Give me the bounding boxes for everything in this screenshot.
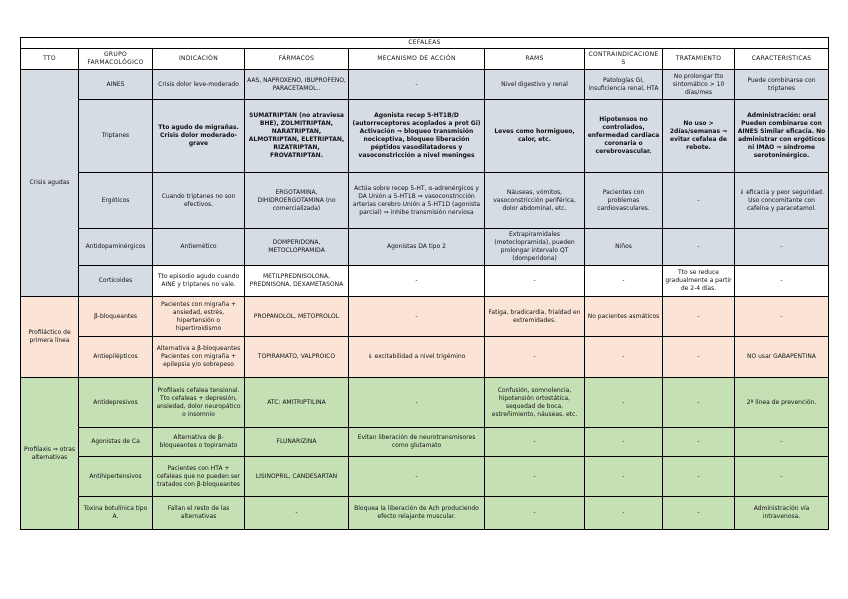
cell-indicacion: Pacientes con HTA + cefaleas que no pueden ser tratados con β-bloqueantes bbox=[153, 457, 245, 497]
cell-rams: - bbox=[485, 337, 585, 378]
cell-indicacion: Profilaxis cefalea tensional. Tto cefaleas + depresión, ansiedad, dolor neuropático o insomnio bbox=[153, 378, 245, 428]
cell-caracteristicas: - bbox=[735, 229, 829, 266]
header-mecanismo: MECANISMO DE ACCIÓN bbox=[349, 49, 485, 70]
cell-indicacion: Cuando triptanes no son efectivos. bbox=[153, 173, 245, 229]
cell-mecanismo: - bbox=[349, 70, 485, 100]
cell-grupo: AINES bbox=[79, 70, 153, 100]
table-row bbox=[21, 173, 829, 229]
cell-caracteristicas: - bbox=[735, 428, 829, 457]
cell-farmacos: ATC: AMITRIPTILINA bbox=[245, 378, 349, 428]
table-row bbox=[21, 297, 829, 337]
cell-indicacion: Alternativa de β-bloqueantes o topiramato bbox=[153, 428, 245, 457]
cell-indicacion: Fallan el resto de las alternativas bbox=[153, 497, 245, 530]
section-label-crisis: Crisis agudas bbox=[21, 70, 79, 297]
cell-contra: - bbox=[585, 457, 663, 497]
cell-caracteristicas: 2ª línea de prevención. bbox=[735, 378, 829, 428]
table-row bbox=[21, 266, 829, 297]
table-row bbox=[21, 229, 829, 266]
cell-tratamiento: - bbox=[663, 337, 735, 378]
cell-tratamiento: - bbox=[663, 297, 735, 337]
cell-farmacos: - bbox=[245, 497, 349, 530]
cell-contra: - bbox=[585, 428, 663, 457]
cell-indicacion: Alternativa a β-bloqueantes Pacientes con migraña + epilepsia y/o sobrepeso bbox=[153, 337, 245, 378]
cell-indicacion: Crisis dolor leve-moderado bbox=[153, 70, 245, 100]
cell-farmacos: SUMATRIPTAN (no atraviesa BHE), ZOLMITRIPTAN, NARATRIPTAN, ALMOTRIPTAN, ELETRIPTAN, RIZATRIPTAN, FROVATRIPTAN. bbox=[245, 100, 349, 173]
cell-mecanismo: Agonistas DA tipo 2 bbox=[349, 229, 485, 266]
cell-grupo: β-bloqueantes bbox=[79, 297, 153, 337]
header-tratamiento: TRATAMIENTO bbox=[663, 49, 735, 70]
cell-mecanismo: Evitan liberación de neurotransmisores como glutamato bbox=[349, 428, 485, 457]
cell-farmacos: PROPANOLOL, METOPROLOL bbox=[245, 297, 349, 337]
cell-caracteristicas: - bbox=[735, 457, 829, 497]
cell-contra: - bbox=[585, 337, 663, 378]
cell-contra: Hipotensos no controlados, enfermedad cardiaca coronaria o cerebrovascular. bbox=[585, 100, 663, 173]
cell-farmacos: FLUNARIZINA bbox=[245, 428, 349, 457]
cell-tratamiento: No prolongar tto sintomático > 10 días/mes bbox=[663, 70, 735, 100]
cell-rams: - bbox=[485, 428, 585, 457]
cell-mecanismo: ⇓ excitabilidad a nivel trigémino bbox=[349, 337, 485, 378]
cell-caracteristicas: Puede combinarse con triptanes bbox=[735, 70, 829, 100]
cell-farmacos: TOPIRAMATO, VALPROICO bbox=[245, 337, 349, 378]
cell-grupo: Toxina botulínica tipo A. bbox=[79, 497, 153, 530]
cell-grupo: Agonistas de Ca bbox=[79, 428, 153, 457]
cell-farmacos: ERGOTAMINA, DIHIDROERGOTAMINA (no comercializada) bbox=[245, 173, 349, 229]
cell-indicacion: Antiemético bbox=[153, 229, 245, 266]
cell-tratamiento: - bbox=[663, 497, 735, 530]
table-title: CEFALEAS bbox=[21, 38, 829, 49]
cell-grupo: Ergóticos bbox=[79, 173, 153, 229]
table-row bbox=[21, 100, 829, 173]
header-farmacos: FÁRMACOS bbox=[245, 49, 349, 70]
cell-mecanismo: Agonista recep 5-HT1B/D (autorreceptores acoplados a prot Gi) Activación ⇒ bloqueo transmisión nociceptiva, bloqueo liberación péptidos vasodilatadores y vasoconstricción a nivel meninges bbox=[349, 100, 485, 173]
table-row bbox=[21, 70, 829, 100]
table-row bbox=[21, 497, 829, 530]
cell-rams: - bbox=[485, 497, 585, 530]
cell-tratamiento: - bbox=[663, 457, 735, 497]
cefaleas-table bbox=[20, 37, 829, 530]
cell-mecanismo: - bbox=[349, 297, 485, 337]
cell-mecanismo: Actúa sobre recep 5-HT, α-adrenérgicos y DA Unión a 5-HT1B ⇒ vasoconstricción arterias cerebro Unión a 5-HT1D (agonista parcial) ⇒ inhibe transmisión nerviosa bbox=[349, 173, 485, 229]
header-contraindicaciones: CONTRAINDICACIONES bbox=[585, 49, 663, 70]
cell-farmacos: METILPREDNISOLONA, PREDNISONA, DEXAMETASONA bbox=[245, 266, 349, 297]
cell-contra: Patologías GI, insuficiencia renal, HTA bbox=[585, 70, 663, 100]
section-label-otras: Profilaxis ⇒ otras alternativas bbox=[21, 378, 79, 530]
cell-rams: Nivel digestivo y renal bbox=[485, 70, 585, 100]
header-caracteristicas: CARACTERISTICAS bbox=[735, 49, 829, 70]
header-rams: RAMS bbox=[485, 49, 585, 70]
table-row bbox=[21, 337, 829, 378]
cell-tratamiento: - bbox=[663, 428, 735, 457]
cell-farmacos: LISINOPRIL, CANDESARTAN bbox=[245, 457, 349, 497]
cell-caracteristicas: - bbox=[735, 297, 829, 337]
cell-grupo: Antiepilépticos bbox=[79, 337, 153, 378]
cell-tratamiento: - bbox=[663, 173, 735, 229]
cell-contra: - bbox=[585, 266, 663, 297]
cell-indicacion: Tto agudo de migrañas. Crisis dolor moderado-grave bbox=[153, 100, 245, 173]
cell-tratamiento: - bbox=[663, 229, 735, 266]
table-row bbox=[21, 378, 829, 428]
cell-caracteristicas: Administración: oral Pueden combinarse con AINES Similar eficacia. No administrar con ergóticos ni IMAO ⇒ síndrome serotoninérgico. bbox=[735, 100, 829, 173]
cell-contra: - bbox=[585, 378, 663, 428]
cell-grupo: Antidepresivos bbox=[79, 378, 153, 428]
cell-rams: - bbox=[485, 266, 585, 297]
cell-tratamiento: No uso > 2días/semanas ⇒ evitar cefalea de rebote. bbox=[663, 100, 735, 173]
cell-contra: No pacientes asmáticos bbox=[585, 297, 663, 337]
cell-rams: Náuseas, vómitos, vasoconstricción periférica, dolor abdominal, etc. bbox=[485, 173, 585, 229]
header-tto: TTO bbox=[21, 49, 79, 70]
cell-tratamiento: - bbox=[663, 378, 735, 428]
cell-rams: Extrapiramidales (metoclopramida), pueden prolongar intervalo QT (domperidona) bbox=[485, 229, 585, 266]
cell-rams: Leves como hormigueo, calor, etc. bbox=[485, 100, 585, 173]
cell-farmacos: DOMPERIDONA, METOCLOPRAMIDA bbox=[245, 229, 349, 266]
cell-caracteristicas: NO usar GABAPENTINA bbox=[735, 337, 829, 378]
cell-mecanismo: - bbox=[349, 266, 485, 297]
cell-rams: - bbox=[485, 457, 585, 497]
cell-contra: - bbox=[585, 497, 663, 530]
cell-caracteristicas: - bbox=[735, 266, 829, 297]
section-label-profilactico: Profiláctico de primera línea bbox=[21, 297, 79, 378]
cell-grupo: Triptanes bbox=[79, 100, 153, 173]
cell-caracteristicas: Administración vía intravenosa. bbox=[735, 497, 829, 530]
cell-grupo: Antidopaminérgicos bbox=[79, 229, 153, 266]
table-row bbox=[21, 457, 829, 497]
cell-mecanismo: - bbox=[349, 378, 485, 428]
cell-indicacion: Tto episodio agudo cuando AINE y triptanes no vale. bbox=[153, 266, 245, 297]
cell-mecanismo: - bbox=[349, 457, 485, 497]
cell-contra: Niños bbox=[585, 229, 663, 266]
table-row bbox=[21, 428, 829, 457]
cell-rams: Fatiga, bradicardia, frialdad en extremidades. bbox=[485, 297, 585, 337]
cell-grupo: Antihipertensivos bbox=[79, 457, 153, 497]
cell-indicacion: Pacientes con migraña + ansiedad, estrés, hipertensión o hipertiroidismo bbox=[153, 297, 245, 337]
cell-mecanismo: Bloquea la liberación de Ach produciendo efecto relajante muscular. bbox=[349, 497, 485, 530]
header-grupo: GRUPO FARMACOLÓGICO bbox=[79, 49, 153, 70]
cell-farmacos: AAS, NAPROXENO, IBUPROFENO, PARACETAMOL.. bbox=[245, 70, 349, 100]
cell-tratamiento: Tto se reduce gradualmente a partir de 2-4 días. bbox=[663, 266, 735, 297]
cell-contra: Pacientes con problemas cardiovasculares. bbox=[585, 173, 663, 229]
header-indicacion: INDICACIÓN bbox=[153, 49, 245, 70]
cell-caracteristicas: ⇓ eficacia y peor seguridad. Uso concomitante con cafeína y paracetamol. bbox=[735, 173, 829, 229]
cell-rams: Confusión, somnolencia, hipotensión ortostática, sequedad de boca, estreñimiento, náuseas, etc. bbox=[485, 378, 585, 428]
cell-grupo: Corticoides bbox=[79, 266, 153, 297]
